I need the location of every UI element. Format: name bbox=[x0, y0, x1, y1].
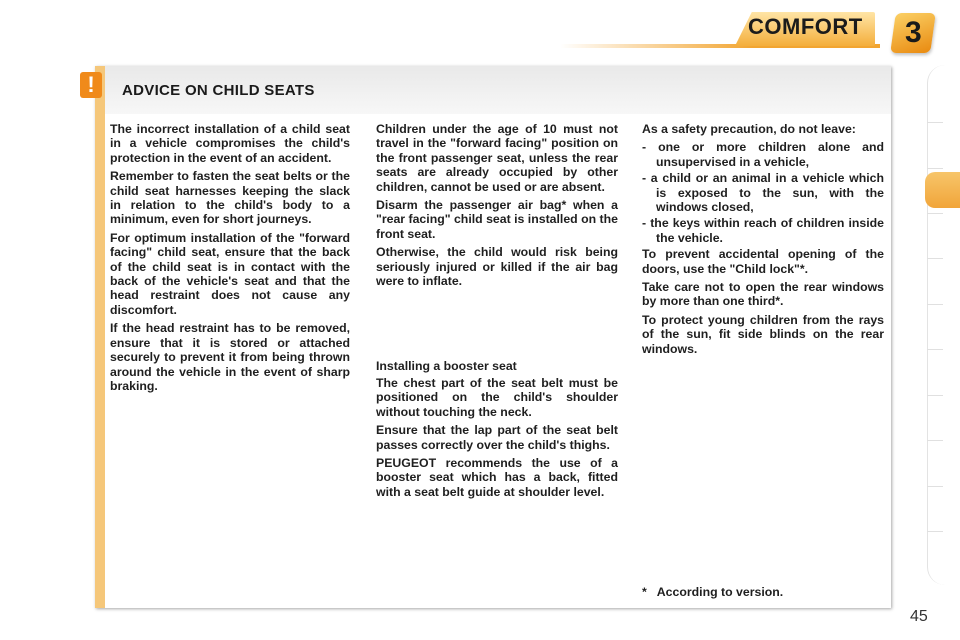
thumb-index-tick bbox=[927, 304, 943, 305]
text-column-2-lower bbox=[376, 376, 618, 503]
paragraph: As a safety precaution, do not leave: bbox=[642, 122, 856, 136]
text-span: in relation to the child's body bbox=[110, 198, 322, 213]
thumb-index-tick bbox=[927, 213, 943, 214]
panel-header bbox=[105, 66, 891, 114]
footnote bbox=[642, 585, 783, 599]
footnote-star: * bbox=[642, 585, 647, 599]
chapter-number: 3 bbox=[904, 16, 922, 49]
thumb-index-tick bbox=[927, 486, 943, 487]
text-column-3 bbox=[642, 122, 884, 360]
text-span: Remember to fasten the seat belts or the child seat harnesses bbox=[110, 169, 350, 198]
thumb-index-tick bbox=[927, 440, 943, 441]
paragraph: PEUGEOT recommends the use of a booster seat which has a back, fitted with a seat belt guide at shoulder level. bbox=[376, 456, 618, 499]
panel-accent-strip bbox=[95, 66, 105, 608]
thumb-index-tick bbox=[927, 122, 943, 123]
thumb-index-tick bbox=[927, 395, 943, 396]
paragraph: Children under the age of 10 must not travel in the "forward facing" position on the front passenger seat, unless the rear seats are already occupied by other children, cannot be used or are absent. bbox=[376, 122, 618, 194]
emphasis-text: keeping the slack bbox=[242, 183, 350, 198]
thumb-index-rail bbox=[927, 65, 960, 585]
thumb-index-tick bbox=[927, 168, 943, 169]
paragraph: If the head restraint has to be removed, ensure that it is stored or attached securely to prevent it from being thrown around the vehicle in the event of sharp braking. bbox=[110, 321, 350, 393]
paragraph: The chest part of the seat belt must be positioned on the child's shoulder without touching the neck. bbox=[376, 376, 618, 419]
paragraph: Take care not to open the rear windows by more than one third*. bbox=[642, 280, 884, 309]
paragraph bbox=[110, 169, 350, 227]
list-item: - the keys within reach of children inside the vehicle. bbox=[642, 216, 884, 245]
paragraph: For optimum installation of the "forward facing" child seat, ensure that the back of the child seat is in contact with the back of the vehicle's seat and that the head restraint does not cause any discomfort. bbox=[110, 230, 350, 317]
list-item: - a child or an animal in a vehicle which is exposed to the sun, with the windows closed, bbox=[642, 171, 884, 215]
text-column-1 bbox=[110, 122, 350, 397]
thumb-index-active-tab bbox=[925, 172, 960, 208]
paragraph: To protect young children from the rays of the sun, fit side blinds on the rear windows. bbox=[642, 312, 884, 356]
page-number: 45 bbox=[910, 608, 928, 625]
thumb-index-tick bbox=[927, 531, 943, 532]
paragraph: To prevent accidental opening of the doors, use the "Child lock"*. bbox=[642, 247, 884, 276]
warning-icon: ! bbox=[80, 72, 102, 98]
booster-seat-heading: Installing a booster seat bbox=[376, 359, 517, 373]
paragraph: Otherwise, the child would risk being seriously injured or killed if the air bag were to inflate. bbox=[376, 245, 618, 289]
footnote-text: According to version. bbox=[656, 585, 784, 599]
emphasis-text: to a minimum bbox=[110, 198, 350, 227]
section-title: COMFORT bbox=[748, 14, 863, 39]
thumb-index-tick bbox=[927, 258, 943, 259]
list-item: - one or more children alone and unsupervised in a vehicle, bbox=[642, 140, 884, 169]
chapter-badge bbox=[890, 13, 936, 53]
panel-title: ADVICE ON CHILD SEATS bbox=[122, 82, 315, 99]
paragraph: The incorrect installation of a child seat in a vehicle compromises the child's protection in the event of an accident. bbox=[110, 122, 350, 165]
text-column-2 bbox=[376, 122, 618, 292]
paragraph: Disarm the passenger air bag* when a "rear facing" child seat is installed on the front seat. bbox=[376, 198, 618, 241]
text-span: , even for short journeys. bbox=[164, 212, 312, 227]
thumb-index-tick bbox=[927, 349, 943, 350]
paragraph: Ensure that the lap part of the seat belt passes correctly over the child's thighs. bbox=[376, 423, 618, 452]
